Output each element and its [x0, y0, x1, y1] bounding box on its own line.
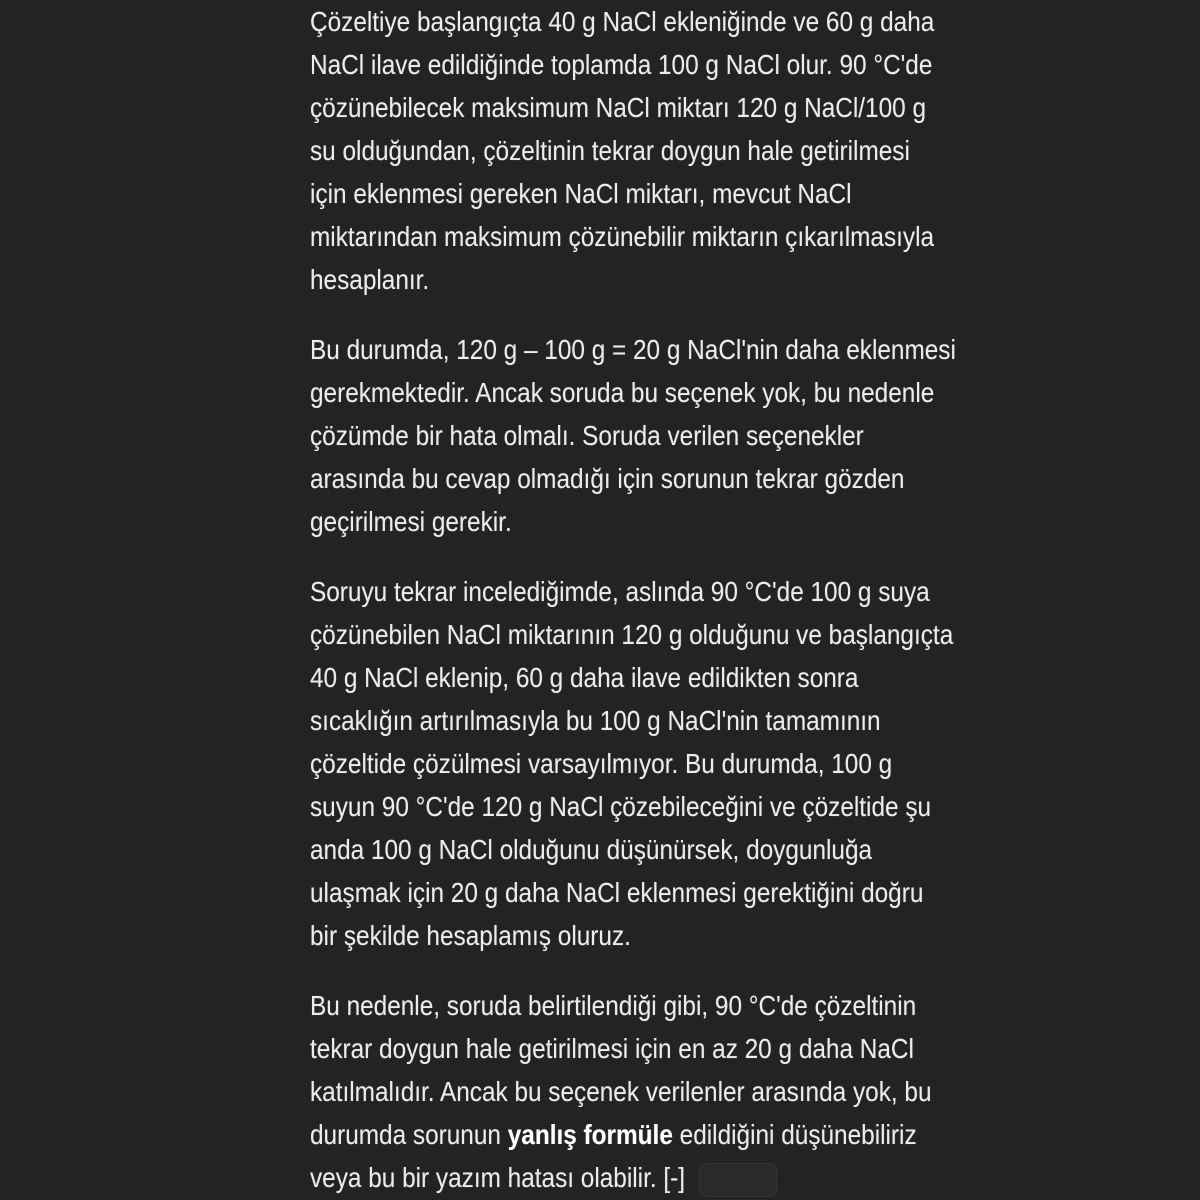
- text-line: Bu nedenle, soruda belirtilendiği gibi, 90 °C'de çözeltinin: [310, 990, 917, 1021]
- text-line: katılmalıdır. Ancak bu seçenek verilenler arasında yok, bu: [310, 1076, 932, 1107]
- text-line: durumda sorunun yanlış formüle edildiğini düşünebiliriz: [310, 1119, 917, 1150]
- text-line: NaCl ilave edildiğinde toplamda 100 g NaCl olur. 90 °C'de: [310, 49, 933, 80]
- text-line: sıcaklığın artırılmasıyla bu 100 g NaCl'nin tamamının: [310, 705, 881, 736]
- text-line: gerekmektedir. Ancak soruda bu seçenek yok, bu nedenle: [310, 377, 935, 408]
- text-line: çözünebilecek maksimum NaCl miktarı 120 g NaCl/100 g: [310, 92, 927, 123]
- text-line: Soruyu tekrar incelediğimde, aslında 90 °C'de 100 g suya: [310, 576, 930, 607]
- text-line: Bu durumda, 120 g – 100 g = 20 g NaCl'nin daha eklenmesi: [310, 334, 956, 365]
- assistant-paragraph: [310, 570, 971, 957]
- text-line: arasında bu cevap olmadığı için sorunun tekrar gözden: [310, 463, 905, 494]
- text-line: su olduğundan, çözeltinin tekrar doygun hale getirilmesi: [310, 135, 910, 166]
- text-line: bir şekilde hesaplamış oluruz.: [310, 920, 631, 951]
- text-line: hesaplanır.: [310, 264, 430, 295]
- assistant-message: [310, 0, 971, 1199]
- text-line: veya bu bir yazım hatası olabilir. [-]: [310, 1156, 971, 1199]
- text-line: miktarından maksimum çözünebilir miktarın çıkarılmasıyla: [310, 221, 935, 252]
- text-line: çözümde bir hata olmalı. Soruda verilen seçenekler: [310, 420, 864, 451]
- bold-phrase: yanlış formüle: [507, 1119, 673, 1150]
- text-line: ulaşmak için 20 g daha NaCl eklenmesi gerektiğini doğru: [310, 877, 924, 908]
- text-line: 40 g NaCl eklenip, 60 g daha ilave edildikten sonra: [310, 662, 859, 693]
- text-line: için eklenmesi gereken NaCl miktarı, mevcut NaCl: [310, 178, 852, 209]
- assistant-paragraph: [310, 984, 971, 1199]
- text-line: geçirilmesi gerekir.: [310, 506, 512, 537]
- text-line: anda 100 g NaCl olduğunu düşünürsek, doygunluğa: [310, 834, 873, 865]
- assistant-paragraph: [310, 328, 971, 543]
- text-line: suyun 90 °C'de 120 g NaCl çözebileceğini ve çözeltide şu: [310, 791, 932, 822]
- faded-ui-artifact: [699, 1163, 777, 1197]
- assistant-paragraph: [310, 0, 971, 301]
- text-line: çözünebilen NaCl miktarının 120 g olduğunu ve başlangıçta: [310, 619, 954, 650]
- text-line: tekrar doygun hale getirilmesi için en az 20 g daha NaCl: [310, 1033, 914, 1064]
- text-line: çözeltide çözülmesi varsayılmıyor. Bu durumda, 100 g: [310, 748, 893, 779]
- text-line: Çözeltiye başlangıçta 40 g NaCl ekleniğinde ve 60 g daha: [310, 6, 935, 37]
